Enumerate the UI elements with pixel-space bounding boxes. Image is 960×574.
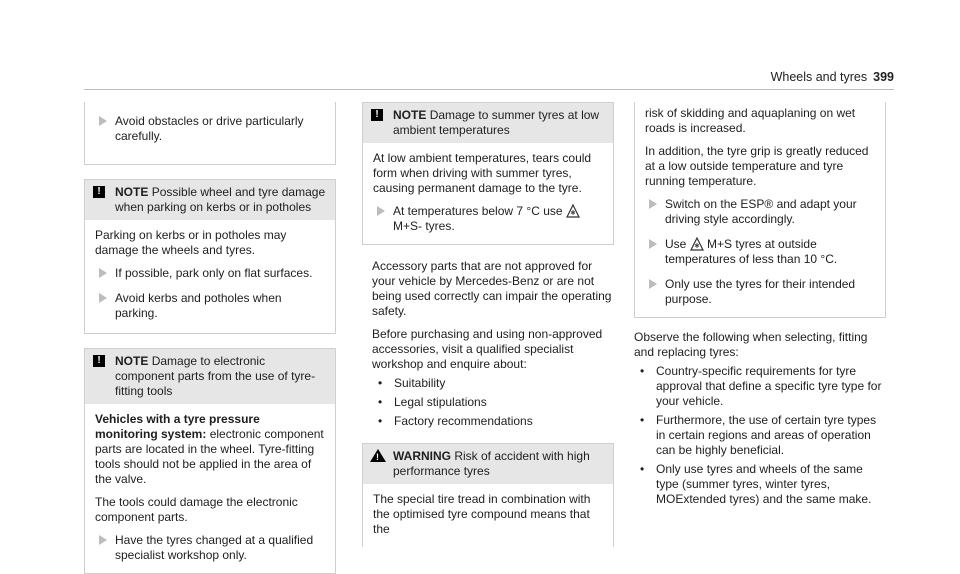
play-arrow-icon xyxy=(99,535,107,545)
action-step: Have the tyres changed at a qualified specialist workshop only. xyxy=(95,533,325,563)
page-header xyxy=(771,70,894,85)
note-header xyxy=(85,349,335,404)
action-step: Avoid obstacles or drive particularly carefully. xyxy=(95,114,325,144)
exclamation-icon: ! xyxy=(371,109,383,121)
play-arrow-icon xyxy=(99,116,107,126)
note-box-potholes xyxy=(84,179,336,334)
header-divider xyxy=(84,89,894,90)
column-1 xyxy=(84,102,336,574)
note-header xyxy=(363,103,613,143)
exclamation-icon: ! xyxy=(93,186,105,198)
note-label: NOTE xyxy=(115,185,149,199)
warning-box-continued xyxy=(634,102,886,318)
note-body: At low ambient temperatures, tears could form when driving with summer tyres, causing permanent damage to the tyre. xyxy=(373,151,592,195)
warning-body-cont: risk of skidding and aquaplaning on wet roads is increased. xyxy=(645,106,856,135)
play-arrow-icon xyxy=(99,268,107,278)
play-arrow-icon xyxy=(377,206,385,216)
paragraph: Before purchasing and using non-approved accessories, visit a qualified specialist workshop and enquire about: xyxy=(372,327,603,371)
list-item: • Legal stipulations xyxy=(378,395,614,410)
mountain-snowflake-icon xyxy=(690,237,704,251)
warning-box-high-performance xyxy=(362,443,614,547)
paragraph: Accessory parts that are not approved for your vehicle by Mercedes-Benz or are not being used correctly can impair the operating safety. xyxy=(372,259,612,318)
action-step: Only use the tyres for their intended purpose. xyxy=(645,277,875,307)
note-box-tyre-fitting xyxy=(84,348,336,574)
section-title: Wheels and tyres xyxy=(770,70,868,84)
warning-header xyxy=(363,444,613,484)
column-2 xyxy=(362,102,614,547)
note-label: NOTE xyxy=(115,354,149,368)
note-body-2: The tools could damage the electronic component parts. xyxy=(95,495,298,524)
warning-title: Risk of accident with high performance tyres xyxy=(393,449,590,478)
note-title: Damage to summer tyres at low ambient temperatures xyxy=(393,108,600,137)
note-label: NOTE xyxy=(393,108,427,122)
play-arrow-icon xyxy=(99,293,107,303)
action-step: Switch on the ESP® and adapt your driving style accordingly. xyxy=(645,197,875,227)
tyre-selection-section xyxy=(634,318,886,507)
page-number: 399 xyxy=(873,70,894,84)
action-step: At temperatures below 7 °C use M+S- tyres. xyxy=(373,204,603,234)
action-step: Use M+S tyres at outside temperatures of less than 10 °C. xyxy=(645,237,875,267)
column-3 xyxy=(634,102,886,511)
mountain-snowflake-icon xyxy=(566,204,580,218)
note-box-summer-tyres xyxy=(362,102,614,245)
warning-label: WARNING xyxy=(393,449,451,463)
note-title: Damage to electronic component parts from the use of tyre-fitting tools xyxy=(115,354,316,398)
list-item: • Factory recommendations xyxy=(378,414,614,429)
warning-triangle-icon: ! xyxy=(370,449,386,462)
note-body: Parking on kerbs or in potholes may damage the wheels and tyres. xyxy=(95,228,287,257)
list-item: • Furthermore, the use of certain tyre types in certain regions and areas of operation can be highly beneficial. xyxy=(640,413,886,458)
play-arrow-icon xyxy=(649,239,657,249)
action-step: If possible, park only on flat surfaces. xyxy=(95,266,325,281)
play-arrow-icon xyxy=(649,279,657,289)
warning-body: The special tire tread in combination with the optimised tyre compound means that the xyxy=(373,492,591,536)
list-item: • Only use tyres and wheels of the same type (summer tyres, winter tyres, MOExtended tyres) and the same make. xyxy=(640,462,886,507)
note-header xyxy=(85,180,335,220)
list-item: • Suitability xyxy=(378,376,614,391)
note-body: Vehicles with a tyre pressure monitoring system: electronic component parts are located in the wheel. Tyre-fitting tools should not be applied in the area of the valve. xyxy=(95,412,324,486)
paragraph: Observe the following when selecting, fitting and replacing tyres: xyxy=(634,330,868,359)
list-item: • Country-specific requirements for tyre approval that define a specific tyre type for your vehicle. xyxy=(640,364,886,409)
exclamation-icon: ! xyxy=(93,355,105,367)
warning-body-cont: In addition, the tyre grip is greatly reduced at a low outside temperature and tyre running temperature. xyxy=(645,144,869,188)
play-arrow-icon xyxy=(649,199,657,209)
continued-note-box xyxy=(84,102,336,165)
note-title: Possible wheel and tyre damage when parking on kerbs or in potholes xyxy=(115,185,326,214)
accessory-section xyxy=(362,245,614,429)
action-step: Avoid kerbs and potholes when parking. xyxy=(95,291,325,321)
